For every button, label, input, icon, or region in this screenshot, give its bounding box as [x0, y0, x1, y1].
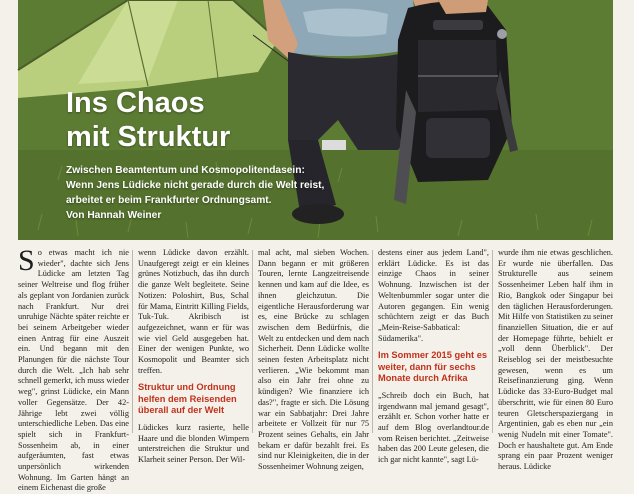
body-paragraph: wurde ihm nie etwas geschlichen. Er wurde nie überfallen. Das Strukturelle aus seinem Sossenheimer Leben half ihm in Rio, Bangkok oder Singapur bei den täglichen Herausforderungen. Mit Hilfe von Statistiken zu seiner finanziellen Situation, die er auf der Homepage führte, behielt er „voll denn Überblick". Der Reiseblog sei der meistbesuchte gewesen, wenn es um Reisefinanzierung ging. Wenn Lüdicke das 33-Euro-Budget mal überschritt, wie für einen 80 Euro teuren Gletscherspaziergang in Argentinien, gab es eben nur „ein wenig Nudeln mit einer Tomate". Doch er haushaltete gut. Am Ende sprang ein paar Prozent weniger heraus. Lüdicke: [498, 248, 613, 472]
article-column-5: [498, 248, 613, 472]
teaser-line: Zwischen Beamtentum und Kosmopolitendasein:: [66, 165, 305, 176]
body-paragraph: mal acht, mal sieben Wochen. Dann begann er mit größeren Touren, lernte Langzeitreisende kennen und kam auf die Idee, es ihnen gleichzutun. Die eigentliche Herausforderung war es, eine Brücke zu schlagen zwischen dem Bedürfnis, die Welt zu entdecken und dem nach Sicherheit. Denn Lüdicke wollte seinen festen Arbeitsplatz nicht verlieren. „Wie bekommt man also ein Jahr frei ohne zu kündigen? Wie finanziere ich das?", fragte er sich. Die Lösung war ein Sabbatjahr: Drei Jahre arbeitete er Vollzeit für nur 75 Prozent seines Gehalts, ein Jahr bekam er dafür bezahlt frei. Es sind nur Kleinigkeiten, die in der Sossenheimer Wohnung zeigen,: [258, 248, 369, 472]
body-paragraph: „Schreib doch ein Buch, hat irgendwann mal jemand gesagt", erzählt er. Schon vorher hatte er auf dem Blog overlandtour.de vom Reisen berichtet. „Zeitweise haben das 200 Leute gelesen, die ich gar nicht kannte", sagt Lü-: [378, 390, 489, 465]
column-divider: [132, 250, 133, 433]
author-byline: Von Hannah Weiner: [66, 210, 162, 221]
column-divider: [252, 250, 253, 433]
subheading: Struktur und Ordnung helfen dem Reisenden überall auf der Welt: [138, 382, 237, 416]
article-column-3: [258, 248, 369, 472]
column-divider: [492, 250, 493, 433]
article-column-4: [378, 248, 489, 465]
article-column-2: [138, 248, 249, 465]
body-paragraph: destens einer aus jedem Land", erklärt Lüdicke. Es ist das einzige Chaos in seiner Wohnung. Inzwischen ist der Weltenbummler sogar unter die Autoren gegangen. Ein wenig schüchtern zeigt er das Buch „Mein-Reise-Sabbatical: Südamerika".: [378, 248, 489, 343]
body-paragraph: wenn Lüdicke davon erzählt. Unaufgeregt zeigt er ein kleines grünes Notizbuch, das ihn durch die ganze Welt begleitete. Seine Notizen: Poloshirt, Bus, Schal für Mama, Eintritt Killing Fields, Tuk-Tuk. Akribisch ist aufgezeichnet, wann er für was wie viel Geld ausgegeben hat. Einer der wenigen Punkte, wo Kosmopolit und Beamter sich treffen.: [138, 248, 249, 375]
subheading: Im Sommer 2015 geht es weiter, dann für sechs Monate durch Afrika: [378, 350, 488, 384]
article-photo: [18, 0, 613, 240]
teaser-line: Wenn Jens Lüdicke nicht gerade durch die Welt reist,: [66, 180, 325, 191]
body-paragraph: Lüdickes kurz rasierte, helle Haare und die blonden Wimpern unterstreichen die Struktur und Klarheit seiner Person. Der Wil-: [138, 422, 249, 465]
column-divider: [372, 250, 373, 433]
article-column-1: [18, 244, 129, 493]
article-headline: Ins Chaos mit Struktur: [66, 87, 231, 153]
article-teaser: [66, 163, 366, 223]
drop-cap: S: [18, 244, 35, 277]
body-paragraph: o etwas macht ich nie wieder", dachte sich Jens Lüdicke am letzten Tag seiner Weltreise und flog früher als geplant von Jordanien zurück nach Frankfurt. Nur drei unruhige Nächte später reichte er bei seinem Arbeitgeber wieder einen Antrag für eine Auszeit ein. Und begann mit den Planungen für die nächste Tour durch die Welt. „Ich hab sehr schnell gemerkt, ich muss wieder weg", grinst Lüdicke, ein Mann voller Gegensätze. Der 42-Jährige lebt zwei völlig unterschiedliche Leben. Das eine spielt sich in Frankfurt-Sossenheim ab, in einer aufgeräumten, fast etwas unpersönlich wirkenden Wohnung. Im Garten hängt an einem Eichenast die große: [18, 248, 129, 493]
teaser-line: arbeitet er beim Frankfurter Ordnungsamt.: [66, 195, 272, 206]
